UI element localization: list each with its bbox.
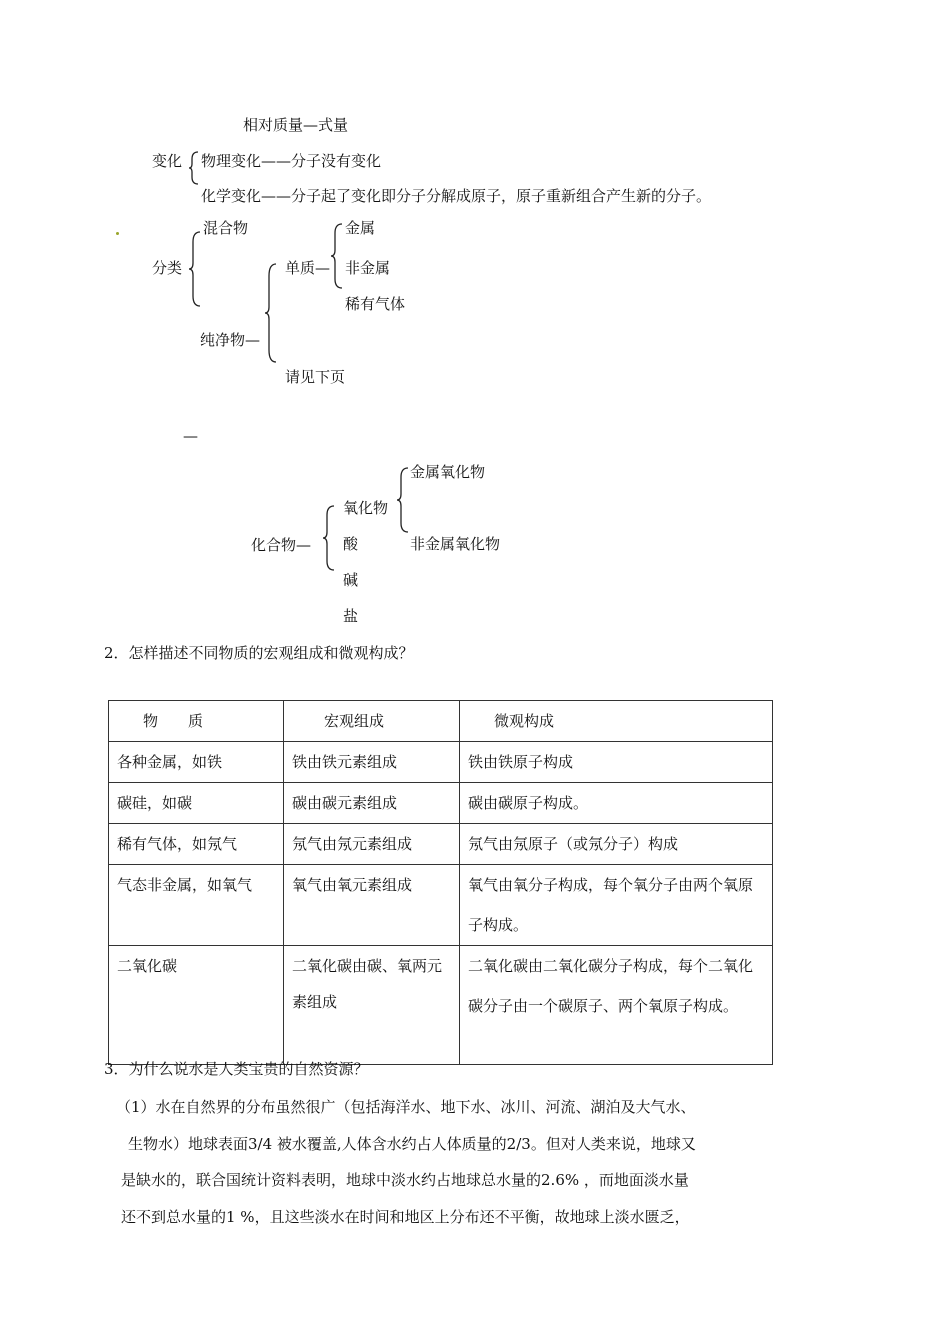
cell-macro: 铁由铁元素组成 xyxy=(284,742,460,783)
base: 碱 xyxy=(343,571,359,589)
relative-mass-line: 相对质量—式量 xyxy=(243,116,349,134)
element-substance: 单质— xyxy=(285,259,331,277)
question-3: 3．为什么说水是人类宝贵的自然资源？ xyxy=(104,1060,369,1078)
cell-macro: 碳由碳元素组成 xyxy=(284,783,460,824)
acid: 酸 xyxy=(343,535,359,553)
mixture: 混合物 xyxy=(203,219,249,237)
oxide: 氧化物 xyxy=(343,499,389,517)
cell-substance: 二氧化碳 xyxy=(109,946,284,1065)
header-micro: 微观构成 xyxy=(460,701,773,742)
table-row xyxy=(109,865,773,946)
paragraph-line: （1）水在自然界的分布虽然很广（包括海洋水、地下水、冰川、河流、湖泊及大气水、 xyxy=(116,1098,696,1116)
see-next-page: 请见下页 xyxy=(285,368,346,386)
composition-table xyxy=(108,700,773,1065)
element-brace xyxy=(330,222,344,290)
cell-micro: 氧气由氧分子构成，每个氧分子由两个氧原子构成。 xyxy=(460,865,773,946)
cell-micro: 氖气由氖原子（或氖分子）构成 xyxy=(460,824,773,865)
cell-micro: 碳由碳原子构成。 xyxy=(460,783,773,824)
paragraph-line: 生物水）地球表面3/4 被水覆盖,人体含水约占人体质量的2/3。但对人类来说，地球又 xyxy=(128,1134,696,1153)
noble-gas: 稀有气体 xyxy=(345,295,406,313)
change-brace xyxy=(188,150,200,186)
compound: 化合物— xyxy=(251,536,312,554)
paragraph-line: 是缺水的，联合国统计资料表明，地球中淡水约占地球总水量的2.6% ，而地面淡水量 xyxy=(121,1171,689,1189)
table-row xyxy=(109,946,773,1065)
header-substance: 物 质 xyxy=(109,701,284,742)
compound-brace xyxy=(322,504,336,572)
nonmetal: 非金属 xyxy=(345,259,391,277)
chemical-change: 化学变化——分子起了变化即分子分解成原子，原子重新组合产生新的分子。 xyxy=(201,187,712,205)
cell-substance: 各种金属，如铁 xyxy=(109,742,284,783)
classify-label: 分类 xyxy=(152,259,183,277)
cell-macro: 二氧化碳由碳、氧两元素组成 xyxy=(284,946,460,1065)
cell-macro: 氧气由氧元素组成 xyxy=(284,865,460,946)
cell-substance: 碳硅，如碳 xyxy=(109,783,284,824)
cell-substance: 稀有气体，如氖气 xyxy=(109,824,284,865)
cell-micro: 铁由铁原子构成 xyxy=(460,742,773,783)
pure-substance: 纯净物— xyxy=(200,331,261,349)
metal: 金属 xyxy=(345,219,376,237)
table-row xyxy=(109,742,773,783)
table-row xyxy=(109,783,773,824)
cell-substance: 气态非金属，如氧气 xyxy=(109,865,284,946)
pure-brace xyxy=(264,262,278,364)
margin-dot xyxy=(116,232,119,235)
paragraph-line: 还不到总水量的1 %，且这些淡水在时间和地区上分布还不平衡，故地球上淡水匮乏， xyxy=(121,1207,690,1226)
question-2: 2．怎样描述不同物质的宏观组成和微观构成？ xyxy=(104,644,414,662)
table-header-row xyxy=(109,701,773,742)
dash-mark: — xyxy=(183,427,198,445)
metal-oxide: 金属氧化物 xyxy=(410,463,486,481)
water-paragraph xyxy=(116,1089,773,1235)
cell-macro: 氖气由氖元素组成 xyxy=(284,824,460,865)
header-macro: 宏观组成 xyxy=(284,701,460,742)
nonmetal-oxide: 非金属氧化物 xyxy=(410,535,501,553)
classify-brace xyxy=(188,230,202,308)
oxide-brace xyxy=(396,466,410,534)
cell-micro: 二氧化碳由二氧化碳分子构成，每个二氧化碳分子由一个碳原子、两个氧原子构成。 xyxy=(460,946,773,1065)
physical-change: 物理变化——分子没有变化 xyxy=(201,152,382,170)
salt: 盐 xyxy=(343,607,359,625)
change-label: 变化 xyxy=(152,152,183,170)
table-row xyxy=(109,824,773,865)
